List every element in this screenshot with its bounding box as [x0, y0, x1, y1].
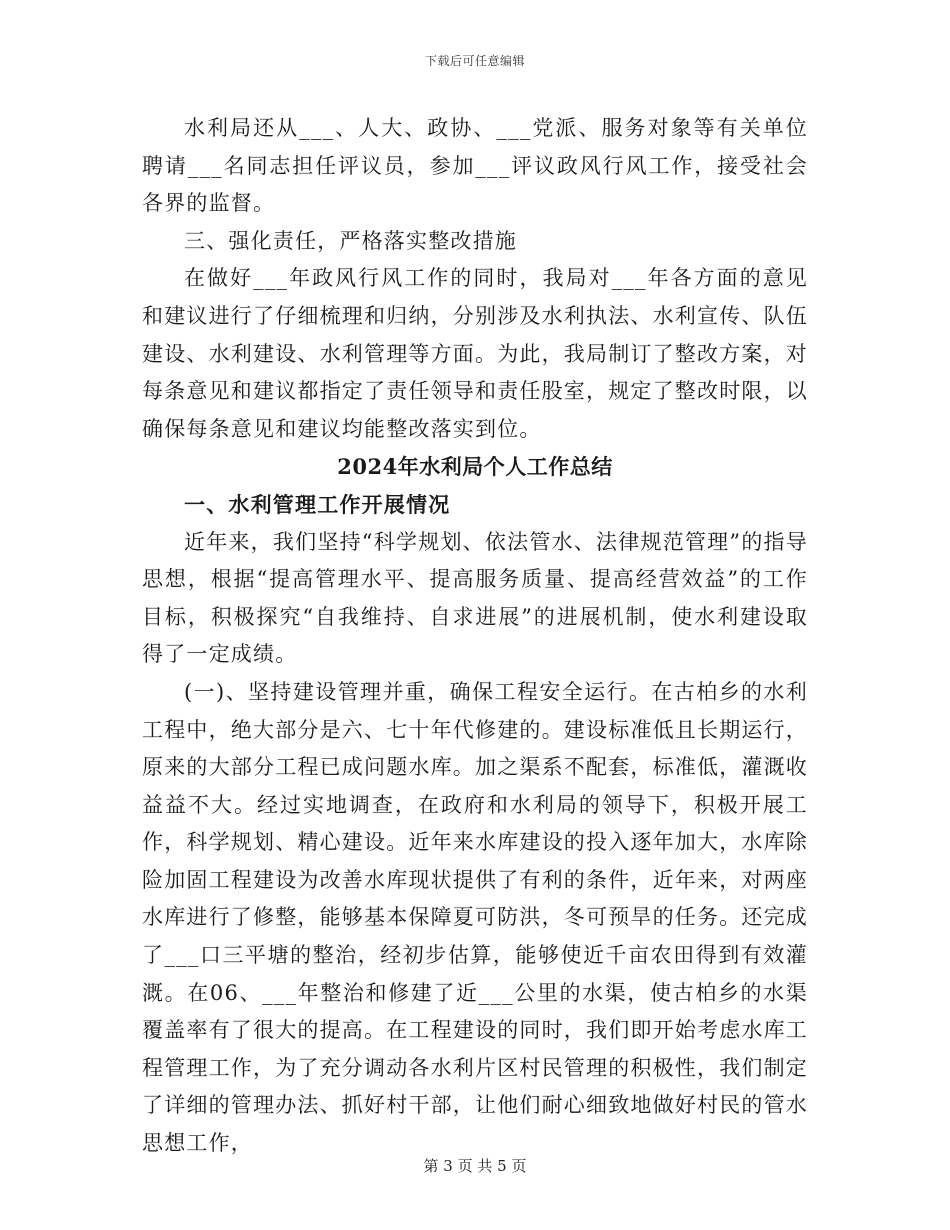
document-body	[142, 110, 808, 1163]
section-heading-one: 一、水利管理工作开展情况	[184, 491, 451, 517]
paragraph-construction-management: (一)、坚持建设管理并重，确保工程安全运行。在古柏乡的水利工程中，绝大部分是六、七十年代修建的。建设标准低且长期运行，原来的大部分工程已成问题水库。加之渠系不配套，标准低，灌溉收益益不大。经过实地调查，在政府和水利局的领导下，积极开展工作，科学规划、精心建设。近年来水库建设的投入逐年加大，水库除险加固工程建设为改善水库现状提供了有利的条件，近年来，对两座水库进行了修整，能够基本保障夏可防洪，冬可预旱的任务。还完成了___口三平塘的整治，经初步估算，能够使近千亩农田得到有效灌溉。在06、___年整治和修建了近___公里的水渠，使古柏乡的水渠覆盖率有了很大的提高。在工程建设的同时，我们即开始考虑水库工程管理工作，为了充分调动各水利片区村民管理的积极性，我们制定了详细的管理办法、抓好村干部，让他们耐心细致地做好村民的管水思想工作，	[142, 679, 808, 1156]
document-title: 2024年水利局个人工作总结	[337, 454, 613, 480]
page-footer: 第 3 页 共 5 页	[423, 1157, 527, 1175]
paragraph-rectification: 在做好___年政风行风工作的同时，我局对___年各方面的意见和建议进行了仔细梳理和归纳，分别涉及水利执法、水利宣传、队伍建设、水利建设、水利管理等方面。为此，我局制订了整改方案，对每条意见和建议都指定了责任领导和责任股室，规定了整改时限，以确保每条意见和建议均能整改落实到位。	[142, 266, 808, 441]
section-heading-three: 三、强化责任，严格落实整改措施	[184, 228, 517, 253]
page-header: 下载后可任意编辑	[424, 54, 525, 68]
paragraph-guiding-thought: 近年来，我们坚持“科学规划、依法管水、法律规范管理”的指导思想，根据“提高管理水平、提高服务质量、提高经营效益”的工作目标，积极探究“自我维持、自求进展”的进展机制，使水利建设取得了一定成绩。	[142, 529, 808, 667]
paragraph-evaluators: 水利局还从___、人大、政协、___党派、服务对象等有关单位聘请___名同志担任评议员，参加___评议政风行风工作，接受社会各界的监督。	[142, 116, 808, 216]
